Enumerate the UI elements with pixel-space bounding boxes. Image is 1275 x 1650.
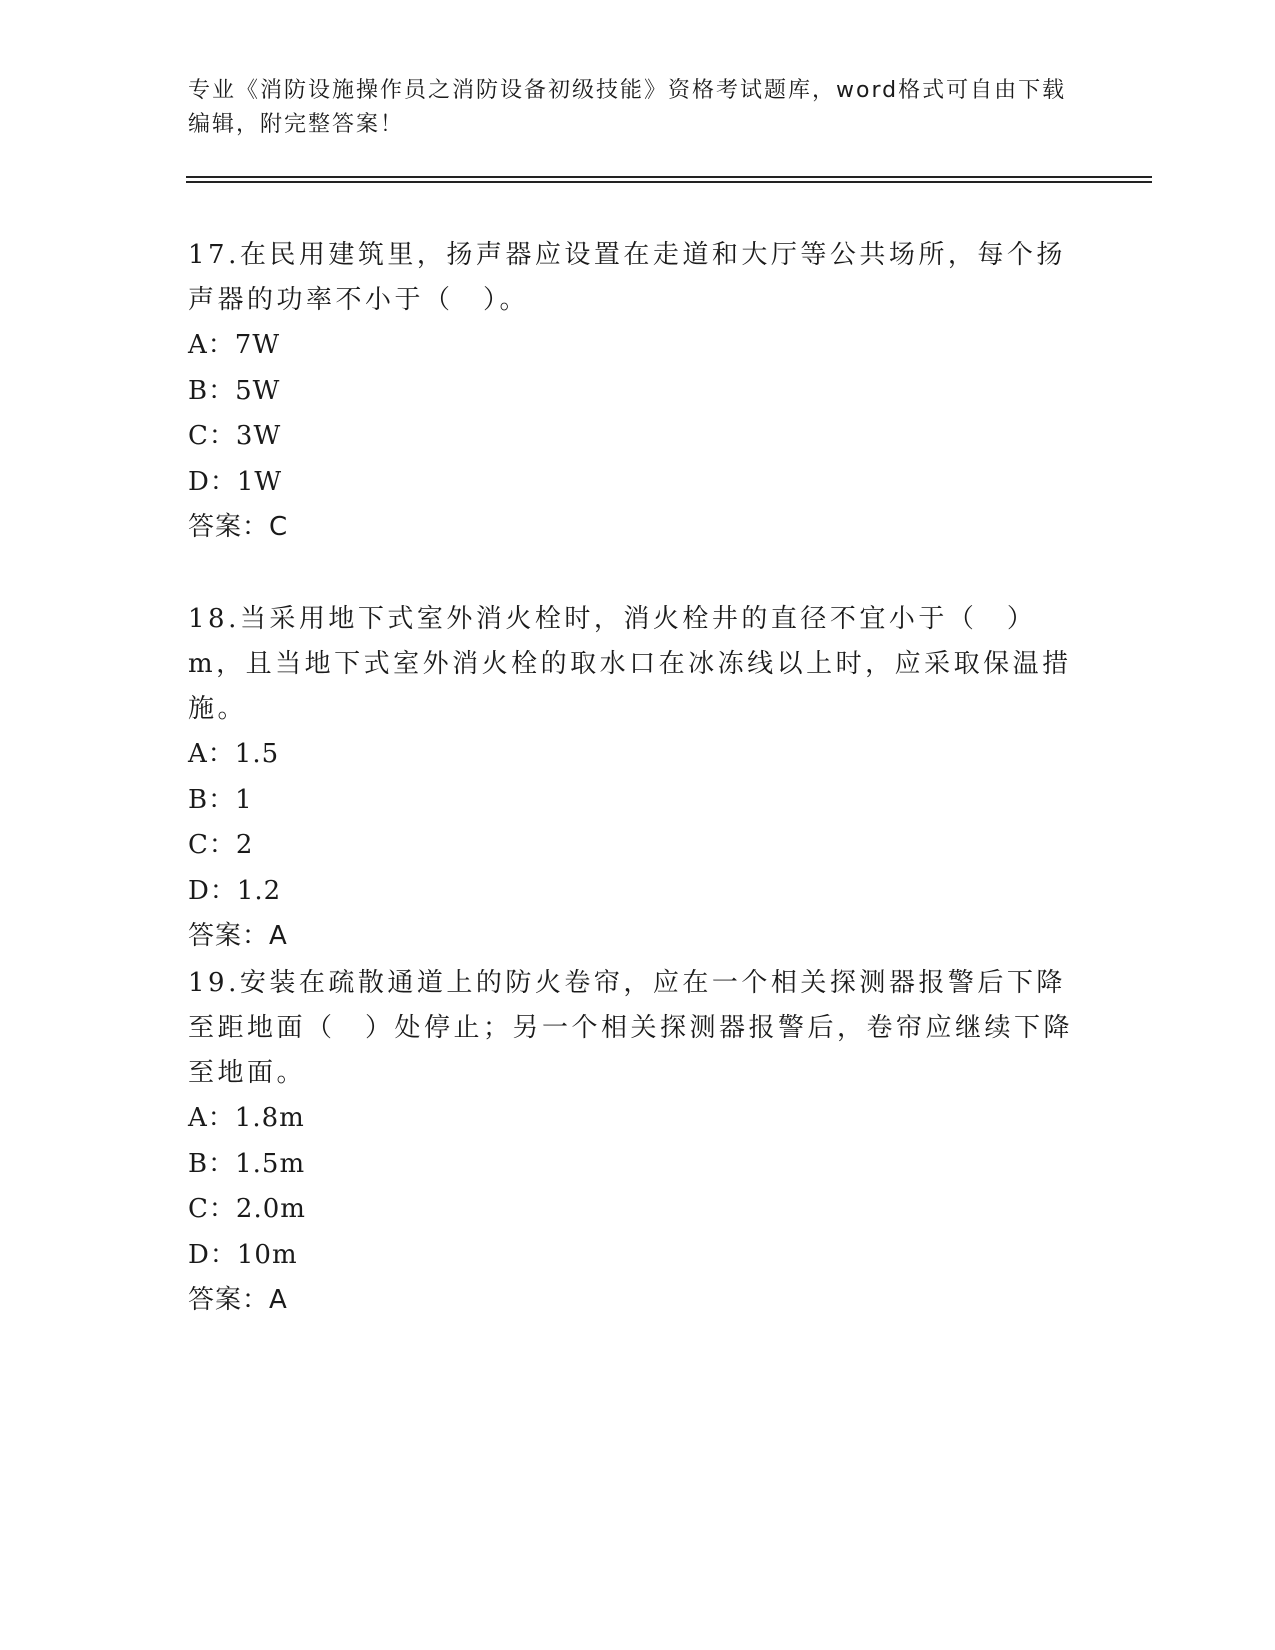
option-label: A： [188, 739, 235, 769]
option-label: B： [188, 784, 236, 815]
option-label: C： [188, 421, 236, 451]
option-b [188, 369, 1088, 415]
option-text: 2 [235, 830, 254, 860]
option-text: 1.5 [234, 739, 280, 769]
option-label: C： [188, 830, 236, 860]
question-stem: 17.在民用建筑里，扬声器应设置在走道和大厅等公共场所，每个扬声器的功率不小于（ ）。 [188, 240, 1066, 315]
option-text: 1 [235, 784, 253, 815]
option-text: 5W [235, 375, 281, 406]
option-a [188, 732, 1088, 778]
question-stem: 18.当采用地下式室外消火栓时，消火栓井的直径不宜小于（ ）m，且当地下式室外消火栓的取水口在冰冻线以上时，应采取保温措施。 [188, 604, 1072, 724]
option-c [188, 414, 1088, 460]
answer-line: 答案：C [188, 512, 289, 542]
option-text: 1.2 [236, 875, 282, 906]
question-17 [188, 233, 1088, 551]
option-text: 1W [236, 466, 283, 497]
question-stem: 19.安装在疏散通道上的防火卷帘，应在一个相关探测器报警后下降至距地面（ ）处停止；另一个相关探测器报警后，卷帘应继续下降至地面。 [188, 968, 1074, 1088]
document-header: 专业《消防设施操作员之消防设备初级技能》资格考试题库，word格式可自由下载编辑，附完整答案！ [188, 78, 1067, 137]
option-label: C： [188, 1194, 236, 1224]
option-d [188, 460, 1088, 506]
option-text: 2.0m [235, 1194, 306, 1224]
option-d [188, 869, 1088, 915]
header-divider-bottom [186, 181, 1152, 183]
header-divider-top [186, 176, 1152, 178]
option-label: B： [188, 1148, 236, 1179]
question-18 [188, 597, 1088, 960]
option-text: 1.8m [234, 1103, 305, 1133]
option-text: 7W [234, 330, 281, 360]
option-label: D： [188, 1239, 237, 1270]
option-label: D： [188, 875, 237, 906]
option-text: 1.5m [235, 1148, 306, 1179]
option-c [188, 1187, 1088, 1233]
question-19 [188, 961, 1088, 1324]
answer-line: 答案：A [188, 1285, 288, 1315]
option-b [188, 1142, 1088, 1188]
option-text: 10m [236, 1239, 298, 1270]
option-label: A： [188, 1103, 235, 1133]
answer-line: 答案：A [188, 921, 288, 951]
option-b [188, 778, 1088, 824]
option-text: 3W [235, 421, 282, 451]
option-c [188, 823, 1088, 869]
option-label: A： [188, 330, 235, 360]
option-a [188, 323, 1088, 369]
option-label: D： [188, 466, 237, 497]
option-a [188, 1096, 1088, 1142]
option-label: B： [188, 375, 236, 406]
option-d [188, 1233, 1088, 1279]
